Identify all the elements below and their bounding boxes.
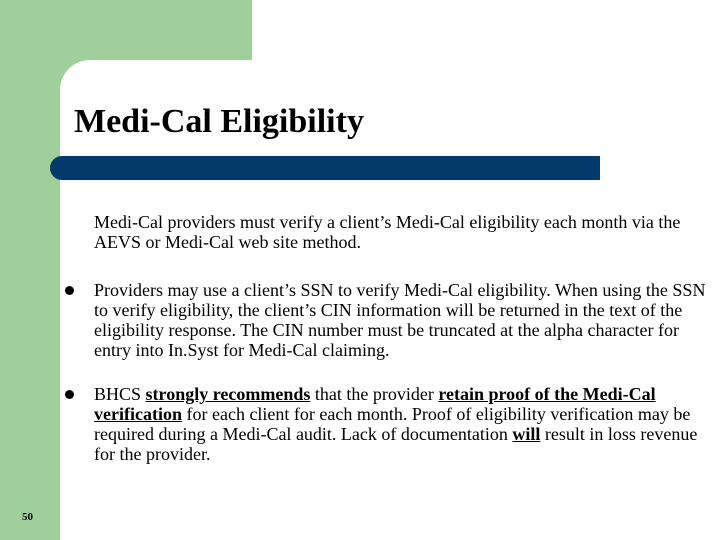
bullet-item-recommendation xyxy=(65,384,710,464)
bullet-text: Providers may use a client’s SSN to verify Medi-Cal eligibility. When using the SSN to verify eligibility, the client’s CIN information will be returned in the text of the eligibility response. The CIN number must be truncated at the alpha character for entry into In.Syst for Medi-Cal claiming. xyxy=(94,280,706,360)
text-segment: result in loss revenue for the provider. xyxy=(94,424,698,464)
text-segment: that the provider xyxy=(310,384,439,404)
bullet-text xyxy=(94,384,710,464)
text-segment: for each client for each month. Proof of eligibility verification may be required during a Medi-Cal audit. Lack of documentation xyxy=(94,404,691,444)
intro-paragraph: Medi-Cal providers must verify a client’s Medi-Cal eligibility each month via the AEVS or Medi-Cal web site method. xyxy=(94,212,681,252)
green-left-strip xyxy=(0,120,60,540)
bullet-icon xyxy=(65,390,74,399)
emphasis-strongly-recommends: strongly recommends xyxy=(145,384,311,404)
title-underline-bar xyxy=(50,156,600,180)
slide-title: Medi-Cal Eligibility xyxy=(74,103,364,140)
page-number: 50 xyxy=(22,511,33,523)
bullet-icon xyxy=(65,286,74,295)
bullet-item-ssn xyxy=(65,280,710,360)
emphasis-will: will xyxy=(512,424,541,444)
text-segment: BHCS xyxy=(94,384,146,404)
emphasis-retain-proof: retain proof of the Medi-Cal verification xyxy=(94,384,656,424)
